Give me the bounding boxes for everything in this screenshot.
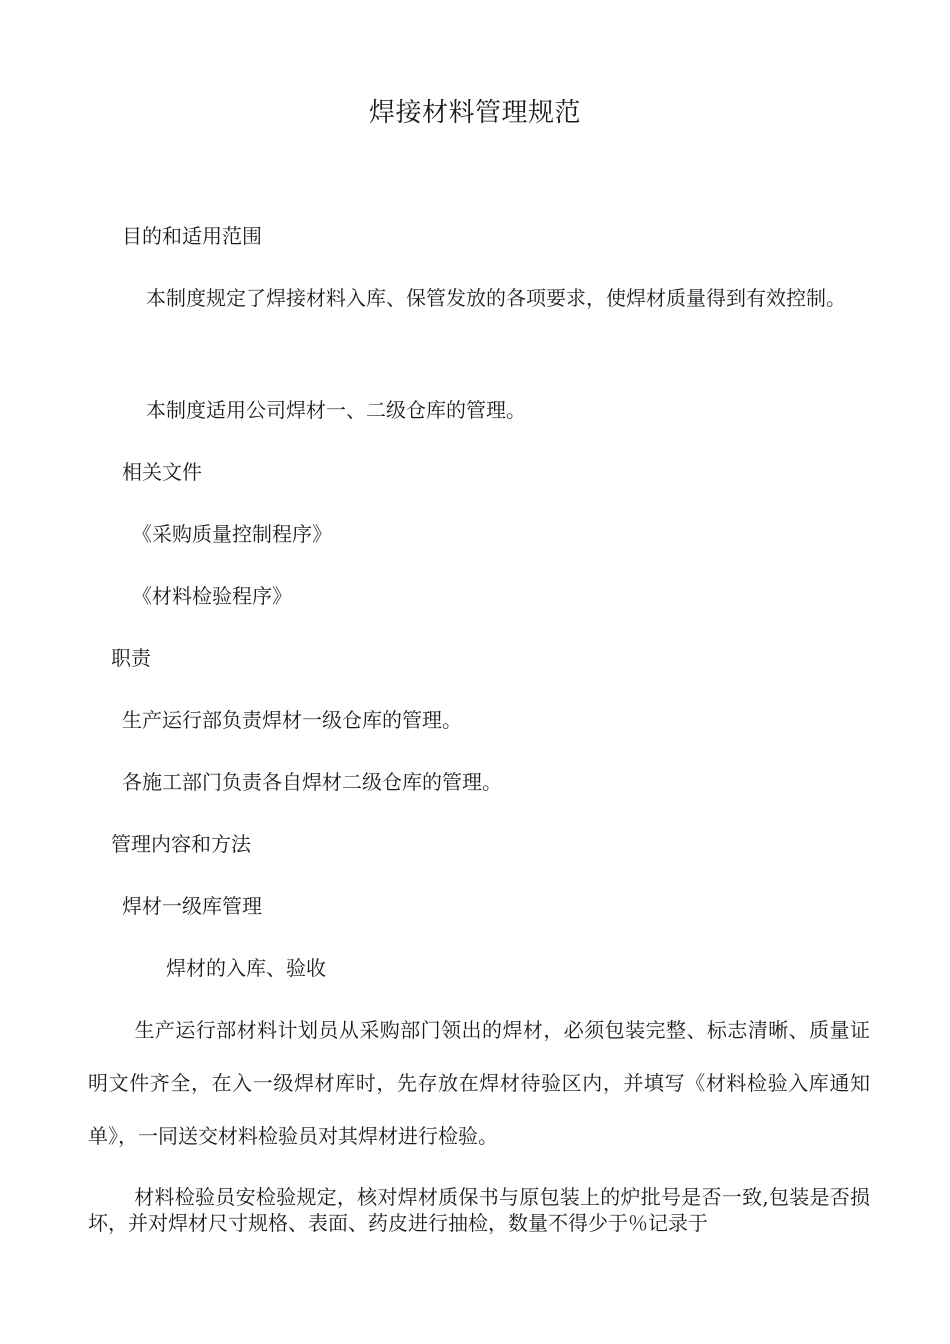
- paragraph-receiving-1: [88, 1004, 870, 1163]
- paragraph-purpose-1-text: 本制度规定了焊接材料入库、保管发放的各项要求，使焊材质量得到有效控制。: [146, 286, 846, 310]
- related-document-2: 《材料检验程序》: [132, 584, 292, 608]
- paragraph-receiving-2: [88, 1184, 870, 1236]
- document-title: 焊接材料管理规范: [368, 98, 581, 128]
- paragraph-receiving-1-text: 生产运行部材料计划员从采购部门领出的焊材，必须包装完整、标志清晰、质量证明文件齐全，在入一级焊材库时，先存放在焊材待验区内，并填写《材料检验入库通知单》，一同送交材料检验员对其焊材进行检验。: [88, 1018, 870, 1148]
- subsection-heading-receiving: 焊材的入库、验收: [166, 956, 326, 980]
- paragraph-purpose-1: [88, 272, 870, 325]
- section-heading-related: 相关文件: [122, 460, 202, 484]
- section-heading-purpose: 目的和适用范围: [122, 224, 262, 248]
- related-document-1: 《采购质量控制程序》: [132, 522, 332, 546]
- paragraph-purpose-2: 本制度适用公司焊材一、二级仓库的管理。: [146, 398, 526, 422]
- section-heading-duty: 职责: [111, 646, 151, 670]
- subsection-heading-first-level: 焊材一级库管理: [122, 894, 262, 918]
- section-heading-management: 管理内容和方法: [111, 832, 251, 856]
- paragraph-receiving-2-text: 材料检验员安检验规定，核对焊材质保书与原包装上的炉批号是否一致,包装是否损坏，并对焊材尺寸规格、表面、药皮进行抽检，数量不得少于％记录于: [88, 1185, 870, 1235]
- duty-item-1: 生产运行部负责焊材一级仓库的管理。: [122, 708, 462, 732]
- duty-item-2: 各施工部门负责各自焊材二级仓库的管理。: [122, 770, 502, 794]
